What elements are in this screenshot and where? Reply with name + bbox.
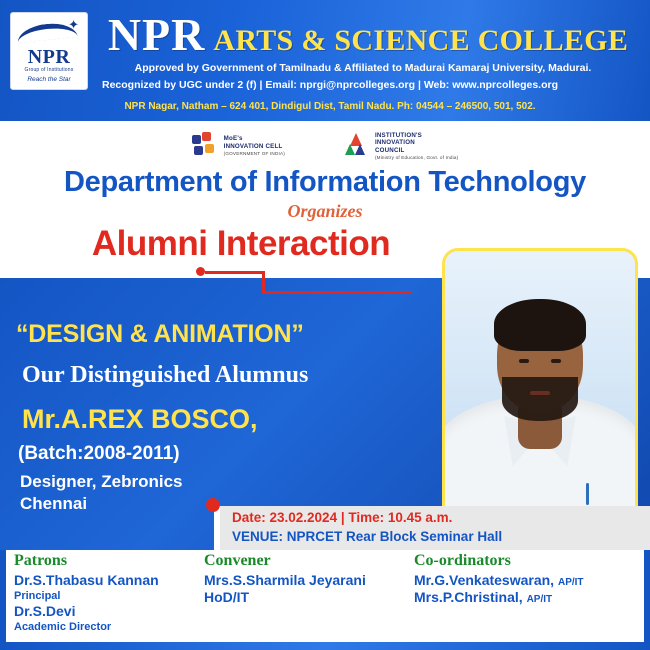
mic-line2: INNOVATION CELL (223, 143, 283, 151)
iic-icon (343, 132, 369, 160)
logo-name: NPR (27, 45, 71, 68)
venue-datetime: Date: 23.02.2024 | Time: 10.45 a.m. (232, 510, 453, 525)
mic-logo (192, 132, 285, 160)
decor-line (205, 271, 265, 274)
convener-column (204, 552, 414, 606)
coordinators-heading: Co-ordinators (414, 552, 511, 569)
recognized-text: Recognized by UGC under 2 (f) | Email: nprgi@nprcolleges.org | Web: www.nprcolleges.org (102, 79, 558, 91)
decor-line-2 (262, 291, 412, 294)
iic-line1: INSTITUTION'S (374, 131, 422, 139)
alumnus-photo (442, 248, 638, 548)
decor-dot-icon (196, 267, 205, 276)
coordinator-role-2: AP/IT (526, 594, 553, 606)
alumnus-batch: (Batch:2008-2011) (18, 443, 180, 464)
footer (0, 550, 650, 650)
department-title: Department of Information Technology (64, 166, 586, 198)
patrons-heading: Patrons (14, 552, 68, 569)
patron-role-2: Academic Director (14, 621, 112, 634)
affiliation-logos (0, 126, 650, 166)
patrons-column (14, 552, 204, 635)
coordinator-name-1: Mr.G.Venkateswaran, (414, 572, 555, 588)
mic-line3: (GOVERNMENT OF INDIA) (223, 150, 285, 156)
footer-bar (0, 642, 650, 650)
alumnus-label: Our Distinguished Alumnus (22, 362, 309, 388)
college-title-rest: ARTS & SCIENCE COLLEGE (213, 24, 629, 57)
mic-icon (192, 132, 218, 160)
coordinator-role-1: AP/IT (557, 577, 584, 588)
patron-role-1: Principal (14, 590, 61, 603)
coordinator-1 (414, 572, 650, 589)
coordinator-2 (414, 589, 650, 606)
approved-text: Approved by Government of Tamilnadu & Affiliated to Madurai Kamaraj University, Madurai. (134, 62, 592, 74)
logo-tagline: Reach the Star (27, 75, 71, 83)
header-banner (0, 0, 650, 123)
mic-line1: MoE's (223, 135, 243, 143)
star-icon: ✦ (68, 16, 79, 32)
iic-logo (343, 132, 458, 161)
right-edge-bar (644, 550, 650, 650)
decor-line-vertical (262, 271, 265, 293)
logo-group: Group of Institutions (24, 66, 74, 73)
venue-place: VENUE: NPRCET Rear Block Seminar Hall (232, 529, 503, 544)
coordinator-name-2: Mrs.P.Christinal, (414, 589, 523, 606)
iic-line2: INNOVATION (374, 139, 415, 147)
iic-line3: COUNCIL (374, 147, 405, 154)
left-edge-bar (0, 550, 6, 650)
alumnus-role-line1: Designer, Zebronics (20, 472, 183, 491)
topic-title: “DESIGN & ANIMATION” (16, 320, 304, 348)
iic-label (375, 132, 458, 161)
patron-name-1: Dr.S.Thabasu Kannan (14, 572, 159, 588)
convener-name: Mrs.S.Sharmila Jeyarani (204, 572, 366, 588)
convener-heading: Convener (204, 552, 271, 569)
college-title (90, 8, 646, 61)
logo-swoosh-icon (17, 16, 81, 46)
mic-label (224, 135, 285, 156)
iic-line4: (Ministry of Education, Govt. of India) (374, 154, 459, 160)
patron-name-2: Dr.S.Devi (14, 603, 76, 620)
event-title: Alumni Interaction (91, 224, 391, 263)
college-title-main: NPR (107, 9, 206, 60)
venue-dot-icon (206, 498, 220, 512)
alumnus-name: Mr.A.REX BOSCO, (22, 404, 258, 434)
convener-role: HoD/IT (204, 589, 250, 606)
organizes-text: Organizes (287, 201, 363, 221)
alumnus-role-line2: Chennai (20, 494, 88, 514)
coordinators-column (414, 552, 650, 606)
address-text: NPR Nagar, Natham – 624 401, Dindigul Dist, Tamil Nadu. Ph: 04544 – 246500, 501, 502. (124, 101, 536, 112)
